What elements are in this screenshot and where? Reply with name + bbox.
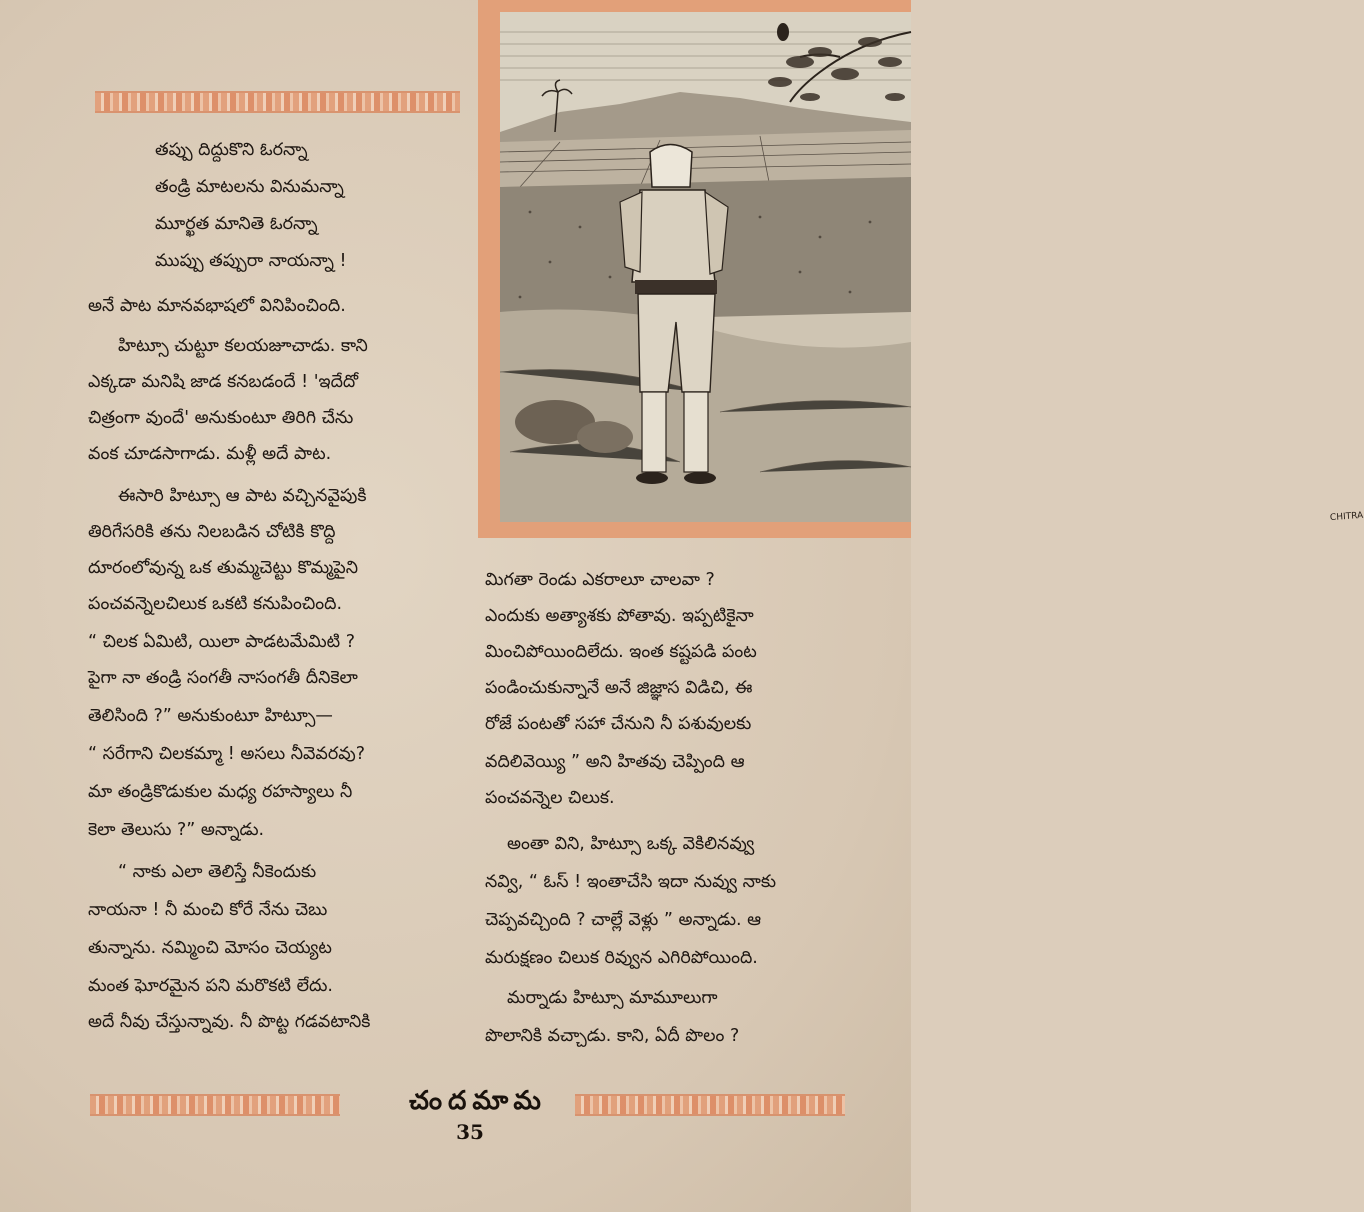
paragraph-line: “ నాకు ఎలా తెలిస్తే నీకెందుకు	[118, 862, 317, 882]
magazine-masthead: చందమామ	[409, 1086, 547, 1116]
paragraph-line: మిగతా రెండు ఎకరాలూ చాలవా ?	[485, 570, 715, 590]
paragraph-line: అదే నీవు చేస్తున్నావు. నీ పొట్ట గడవటానికి	[88, 1012, 371, 1032]
paragraph-line: చిత్రంగా వుందే' అనుకుంటూ తిరిగి చేను	[88, 408, 354, 428]
paragraph-line: అంతా విని, హిట్సూ ఒక్క వెకిలినవ్వు	[507, 834, 755, 854]
paragraph-line: హిట్సూ చుట్టూ కలయజూచాడు. కాని	[118, 336, 368, 356]
paragraph-line: నాయనా ! నీ మంచి కోరే నేను చెబు	[88, 900, 328, 920]
right-text-column	[485, 570, 905, 1070]
farmer-in-field-drawing	[500, 12, 911, 522]
poem-block	[155, 140, 455, 290]
decorative-border-bottom-left	[90, 1094, 340, 1116]
paragraph-line: “ చిలక ఏమిటి, యిలా పాడటమేమిటి ?	[88, 632, 356, 652]
poem-line: తండ్రి మాటలను వినుమన్నా	[155, 177, 344, 197]
parrot-shape	[777, 23, 789, 41]
page-number: 35	[456, 1120, 484, 1144]
paragraph-line: వదిలివెయ్యి ” అని హితవు చెప్పింది ఆ	[485, 752, 745, 772]
paragraph-line: చెప్పవచ్చింది ? చాల్లే వెళ్లు ” అన్నాడు. ఆ	[485, 910, 762, 930]
paragraph-line: రోజే పంటతో సహా చేనుని నీ పశువులకు	[485, 714, 752, 734]
paragraph-line: పంచవన్నెలచిలుక ఒకటి కనుపించింది.	[88, 594, 343, 614]
paragraph-line: దూరంలోవున్న ఒక తుమ్మచెట్టు కొమ్మపైని	[88, 558, 359, 578]
paragraph-line: పైగా నా తండ్రి సంగతీ నాసంగతీ దీనికెలా	[88, 668, 358, 688]
paragraph-line: మించిపోయిందిలేదు. ఇంత కష్టపడి పంట	[485, 642, 757, 662]
paragraph-line: ఎక్కడా మనిషి జాడ కనబడందే ! 'ఇదేదో	[88, 372, 359, 392]
decorative-border-bottom-right	[575, 1094, 845, 1116]
paragraph-line: కెలా తెలుసు ?” అన్నాడు.	[88, 820, 265, 840]
paragraph-line: మంత ఘోరమైన పని మరొకటి లేదు.	[88, 976, 333, 996]
paragraph-line: పండించుకున్నానే అనే జిజ్ఞాస విడిచి, ఈ	[485, 678, 753, 698]
paragraph-line: తున్నాను. నమ్మించి మోసం చెయ్యట	[88, 938, 332, 958]
paragraph-line: నవ్వి, “ ఓస్ ! ఇంతాచేసి ఇదా నువ్వు నాకు	[485, 872, 777, 892]
paragraph-line: పొలానికి వచ్చాడు. కాని, ఏదీ పొలం ?	[485, 1026, 740, 1046]
poem-line: ముప్పు తప్పురా నాయన్నా !	[155, 251, 347, 271]
paragraph-line: “ సరేగాని చిలకమ్మా ! అసలు నీవెవరవు?	[88, 744, 365, 764]
artist-signature: CHITRA	[1329, 510, 1364, 524]
paragraph-line: తెలిసింది ?” అనుకుంటూ హిట్సూ—	[88, 706, 333, 726]
paragraph-line: పంచవన్నెల చిలుక.	[485, 788, 615, 808]
field-illustration	[500, 12, 1364, 524]
paragraph-line: అనే పాట మానవభాషలో వినిపించింది.	[88, 296, 346, 316]
paragraph-line: మా తండ్రికొడుకుల మధ్య రహస్యాలు నీ	[88, 782, 353, 802]
paragraph-line: మర్నాడు హిట్సూ మామూలుగా	[507, 988, 718, 1008]
paragraph-line: వంక చూడసాగాడు. మళ్లీ అదే పాట.	[88, 444, 332, 464]
paragraph-line: తిరిగేసరికి తను నిలబడిన చోటికి కొద్ది	[88, 522, 336, 542]
decorative-border-top	[95, 91, 460, 113]
poem-line: తప్పు దిద్దుకొని ఓరన్నా	[155, 140, 308, 160]
poem-line: మూర్ఖత మానితె ఓరన్నా	[155, 214, 318, 234]
left-text-column	[88, 296, 473, 1076]
paragraph-line: ఈసారి హిట్సూ ఆ పాట వచ్చినవైపుకి	[118, 486, 367, 506]
paragraph-line: మరుక్షణం చిలుక రివ్వున ఎగిరిపోయింది.	[485, 948, 758, 968]
paragraph-line: ఎందుకు అత్యాశకు పోతావు. ఇప్పటికైనా	[485, 606, 754, 626]
